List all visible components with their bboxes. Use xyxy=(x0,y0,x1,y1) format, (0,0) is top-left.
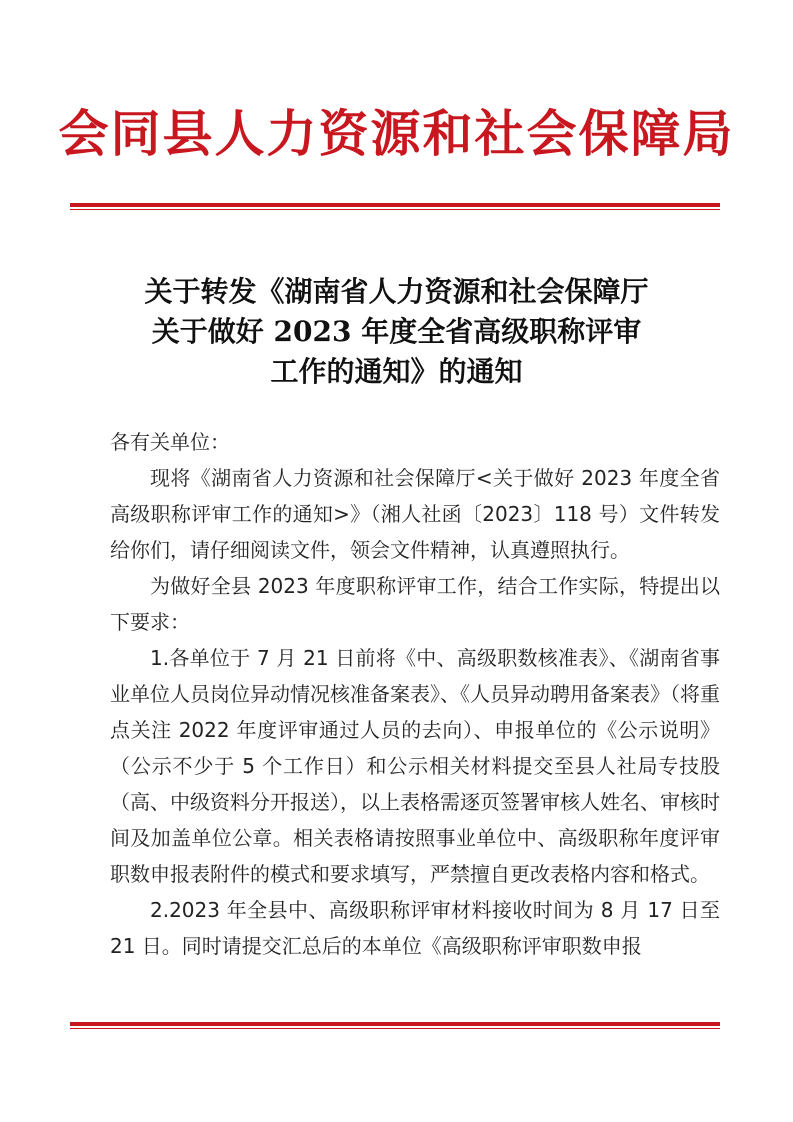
paragraph-item-1: 1.各单位于 7 月 21 日前将《中、高级职数核准表》、《湖南省事业单位人员岗位异动情况核准备案表》、《人员异动聘用备案表》（将重点关注 2022 年度评审通过人员的去向）、申报单位的《公示说明》（公示不少于 5 个工作日）和公示相关材料提交至县人社局专技股（高、中级资料分开报送），以上表格需逐页签署审核人姓名、审核时间及加盖单位公章。相关表格请按照事业单位中、高级职称年度评审职数申报表附件的模式和要求填写，严禁擅自更改表格内容和格式。 xyxy=(110,646,720,886)
title-line-2: 关于做好 2023 年度全省高级职称评审 xyxy=(151,315,642,348)
document-title xyxy=(0,272,793,392)
paragraph-item-2: 2.2023 年全县中、高级职称评审材料接收时间为 8 月 17 日至 21 日。同时请提交汇总后的本单位《高级职称评审职数申报 xyxy=(110,898,720,958)
footer-divider xyxy=(70,1022,720,1029)
document-body xyxy=(110,424,720,964)
issuing-organization-header: 会同县人力资源和社会保障局 xyxy=(58,104,735,163)
title-line-1: 关于转发《湖南省人力资源和社会保障厅 xyxy=(144,275,649,308)
paragraph-requirements-intro: 为做好全县 2023 年度职称评审工作，结合工作实际，特提出以下要求： xyxy=(110,574,720,634)
paragraph-forwarding: 现将《湖南省人力资源和社会保障厅<关于做好 2023 年度全省高级职称评审工作的通知>》（湘人社函〔2023〕118 号）文件转发给你们，请仔细阅读文件，领会文件精神，认真遵照执行。 xyxy=(110,466,720,562)
title-line-3: 工作的通知》的通知 xyxy=(270,355,523,388)
header-divider xyxy=(70,203,720,210)
salutation: 各有关单位： xyxy=(110,430,230,454)
